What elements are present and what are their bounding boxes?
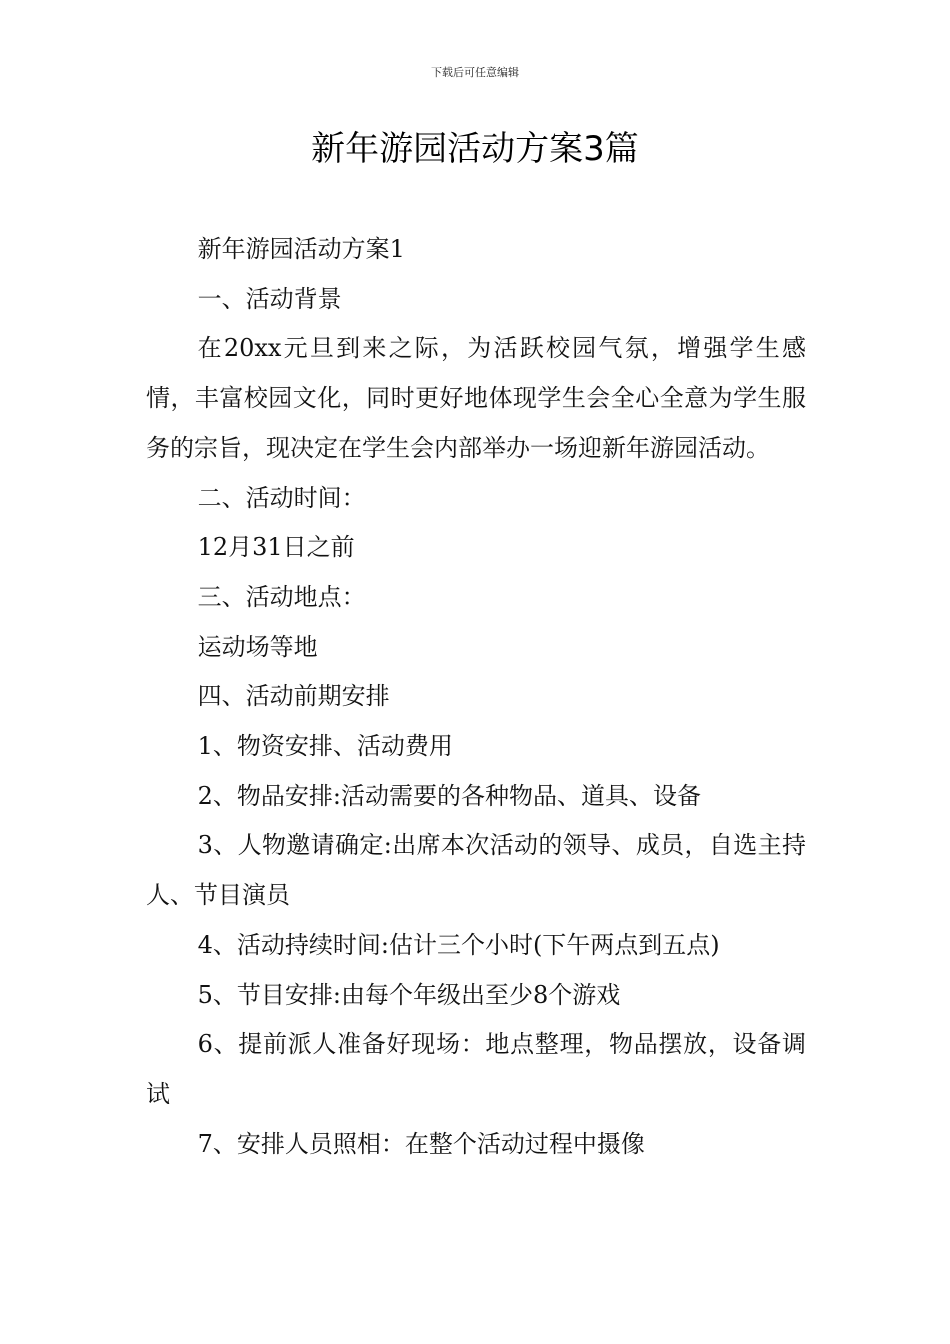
document-title: 新年游园活动方案3篇 <box>311 129 639 169</box>
list-item: 1、物资安排、活动费用 <box>197 732 453 761</box>
list-item: 6、提前派人准备好现场：地点整理，物品摆放，设备调试 <box>146 1030 806 1108</box>
list-item: 7、安排人员照相：在整个活动过程中摄像 <box>197 1129 645 1158</box>
section-heading: 四、活动前期安排 <box>197 682 390 711</box>
section-heading: 一、活动背景 <box>197 284 342 313</box>
paragraph: 12月31日之前 <box>197 533 355 562</box>
list-item: 2、物品安排:活动需要的各种物品、道具、设备 <box>197 781 701 810</box>
section-heading: 二、活动时间： <box>197 483 366 512</box>
section-heading: 三、活动地点： <box>197 582 366 611</box>
list-item: 5、节目安排:由每个年级出至少8个游戏 <box>197 980 621 1009</box>
list-item: 4、活动持续时间:估计三个小时(下午两点到五点) <box>197 930 720 959</box>
list-item: 3、人物邀请确定:出席本次活动的领导、成员，自选主持人、节目演员 <box>146 831 806 910</box>
document-body <box>146 225 806 1169</box>
header-note: 下载后可任意编辑 <box>431 66 519 79</box>
paragraph: 在20xx元旦到来之际，为活跃校园气氛，增强学生感情，丰富校园文化，同时更好地体现学生会全心全意为学生服务的宗旨，现决定在学生会内部举办一场迎新年游园活动。 <box>146 334 806 462</box>
paragraph: 运动场等地 <box>197 632 318 661</box>
section-heading: 新年游园活动方案1 <box>197 235 405 263</box>
